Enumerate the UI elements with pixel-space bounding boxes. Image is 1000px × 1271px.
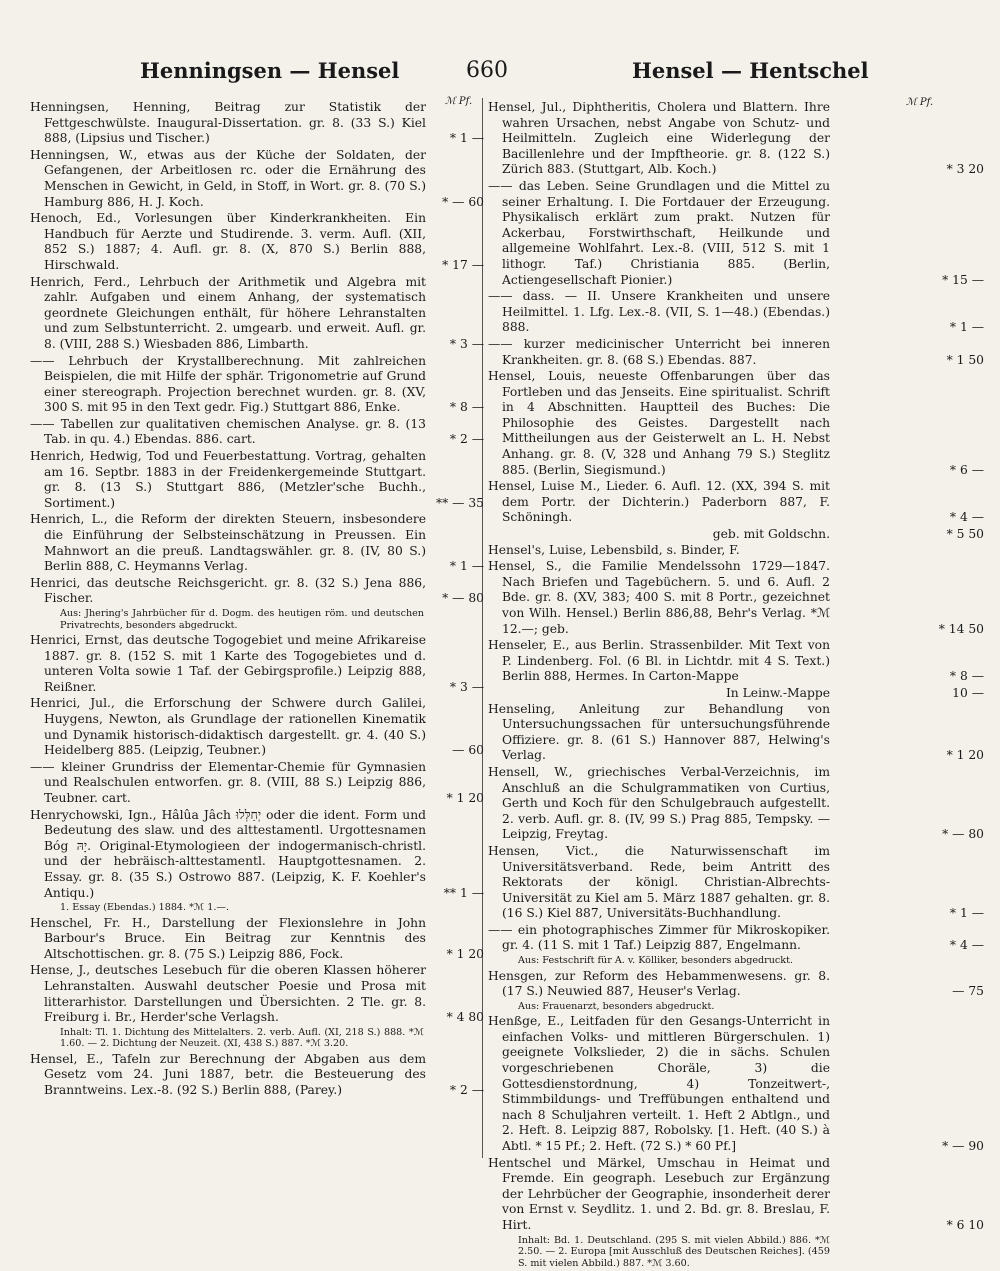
catalog-entry bbox=[30, 1052, 484, 1099]
catalog-entry bbox=[488, 922, 984, 954]
entry-price: * 1 20 bbox=[946, 748, 984, 763]
entry-text: —— kurzer medicinischer Unterricht bei inneren Krankheiten. gr. 8. (68 S.) Ebendas. 887. bbox=[488, 336, 830, 367]
entry-text: Hensel, E., Tafeln zur Berechnung der Abgaben aus dem Gesetz vom 24. Juni 1887, betr. die Besteuerung des Branntweins. Lex.-8. (92 S.) Berlin 888, (Parey.) bbox=[30, 1051, 426, 1097]
entry-extra-price: 10 — bbox=[952, 685, 984, 700]
entry-price: * 6 10 bbox=[946, 1217, 984, 1232]
entry-price: * 17 — bbox=[442, 257, 484, 272]
entry-extra-text: geb. mit Goldschn. bbox=[712, 527, 830, 542]
entry-text: Henrich, Hedwig, Tod und Feuerbestattung. Vortrag, gehalten am 16. Septbr. 1883 in der Freidenkergemeinde Stuttgart. gr. 8. (13 S.) Stuttgart 886, (Metzler'sche Buchh., Sortiment.) bbox=[30, 449, 426, 510]
catalog-entry bbox=[30, 512, 484, 574]
catalog-entry bbox=[488, 336, 984, 368]
catalog-entry bbox=[30, 916, 484, 963]
catalog-entry bbox=[30, 808, 484, 902]
entry-price: * 3 — bbox=[449, 679, 484, 694]
entry-price: * — 60 bbox=[442, 194, 484, 209]
entry-price: * 4 — bbox=[949, 510, 984, 525]
entry-price: * 14 50 bbox=[938, 621, 984, 636]
entry-text: Hensel's, Luise, Lebensbild, s. Binder, F. bbox=[488, 542, 740, 557]
entry-text: Hense, J., deutsches Lesebuch für die oberen Klassen höherer Lehranstalten. Auswahl deutscher Poesie und Prosa mit litterarhistor. Darstellungen und Übersichten. 2 Tle. gr. 8. Freiburg i. Br., Herder'sche Verlagsh. bbox=[30, 963, 426, 1025]
entry-price: * 3 20 bbox=[946, 162, 984, 177]
entry-price: * 8 — bbox=[449, 400, 484, 415]
entry-text: Henseler, E., aus Berlin. Strassenbilder. Mit Text von P. Lindenberg. Fol. (6 Bl. in Lichtdr. mit 4 S. Text.) Berlin 888, Hermes. In Carton-Mappe bbox=[488, 638, 830, 684]
entry-text: Hensell, W., griechisches Verbal-Verzeichnis, im Anschluß an die Schulgrammatiken von Curtius, Gerth und Koch für den Schulgebrauch aufgestellt. 2. verb. Aufl. gr. 8. (IV, 99 S.) Prag 885, Tempsky. — Leipzig, Freytag. bbox=[488, 764, 830, 842]
entry-text: Hensel, Jul., Diphtheritis, Cholera und Blattern. Ihre wahren Ursachen, nebst Angabe von Schutz- und Heilmitteln. Zugleich eine Widerlegung der Bacillenlehre und der Impftheorie. gr. 8. (122 S.) Zürich 883. (Stuttgart, Alb. Koch.) bbox=[488, 100, 830, 177]
catalog-entry bbox=[488, 100, 984, 178]
catalog-entry bbox=[488, 843, 984, 922]
entry-price: * 4 — bbox=[949, 938, 984, 953]
entry-text: Henrich, Ferd., Lehrbuch der Arithmetik und Algebra mit zahlr. Aufgaben und einem Anhang, der systematisch geordnete Gleichungen enthält, für höhere Lehranstalten und zum Selbstunterricht. 2. umgearb. und erweit. Aufl. gr. 8. (VIII, 288 S.) Wiesbaden 886, Limbarth. bbox=[30, 274, 426, 351]
entry-extra-text: In Leinw.-Mappe bbox=[725, 685, 830, 700]
entry-text: Hensel, Louis, neueste Offenbarungen über das Fortleben und das Jenseits. Eine spiritualist. Schrift in 4 Abschnitten. Hauptteil des Buches: Die Philosophie des Geistes. Dargestellt nach Mittheilungen aus der Geisterwelt an L. H. Nebst Anhang. gr. 8. (V, 328 und Anhang 79 S.) Steglitz 885. (Berlin, Siegismund.) bbox=[488, 369, 830, 477]
entry-price: * 1 50 bbox=[946, 352, 984, 367]
catalog-entry bbox=[30, 211, 484, 273]
left-column bbox=[30, 100, 484, 1100]
entry-extra-binding bbox=[488, 685, 984, 702]
entry-price: * 2 — bbox=[449, 1082, 484, 1097]
catalog-entry bbox=[30, 354, 484, 416]
catalog-entry bbox=[488, 701, 984, 764]
catalog-entry bbox=[488, 289, 984, 336]
entry-price: ** 1 — bbox=[443, 885, 484, 900]
entry-text: Hensel, Luise M., Lieder. 6. Aufl. 12. (XX, 394 S. mit dem Portr. der Dichterin.) Paderborn 887, F. Schöningh. bbox=[488, 479, 830, 525]
entry-text: Henrychowski, Ign., Hâlûa Jâch יְחַלְּלוּ oder die ident. Form und Bedeutung des slaw. und des alttestamentl. Urgottesnamen Bóg יָהּ. Original-Etymologieen der indogermanisch-christl. und der hebräisch-alttestamentl. Hauptgottesnamen. 2. Essay. gr. 8. (35 S.) Ostrowo 887. (Leipzig, K. F. Koehler's Antiqu.) bbox=[30, 807, 426, 900]
entry-note: Aus: Jhering's Jahrbücher für d. Dogm. des heutigen röm. und deutschen Privatrechts, besonders abgedruckt. bbox=[60, 608, 424, 631]
entry-extra-price: * 5 50 bbox=[946, 527, 984, 542]
entry-text: —— kleiner Grundriss der Elementar-Chemie für Gymnasien und Realschulen entworfen. gr. 8. (VIII, 88 S.) Leipzig 886, Teubner. cart. bbox=[30, 759, 426, 805]
running-head-right: Hensel — Hentschel bbox=[632, 58, 869, 83]
catalog-entry bbox=[488, 1014, 984, 1154]
right-column bbox=[488, 100, 984, 1271]
entry-text: —— Tabellen zur qualitativen chemischen Analyse. gr. 8. (13 Tab. in qu. 4.) Ebendas. 886. cart. bbox=[30, 416, 426, 447]
entry-text: Henschel, Fr. H., Darstellung der Flexionslehre in John Barbour's Bruce. Ein Beitrag zur Kenntnis des Altschottischen. gr. 8. (75 S.) Leipzig 886, Fock. bbox=[30, 915, 426, 961]
entry-price: * 2 — bbox=[449, 432, 484, 447]
catalog-entry bbox=[488, 543, 910, 559]
catalog-entry bbox=[30, 100, 484, 147]
entry-price: * 1 — bbox=[449, 559, 484, 574]
entry-text: Hentschel und Märkel, Umschau in Heimat und Fremde. Ein geograph. Lesebuch zur Ergänzung der Lehrbücher der Geographie, insonderheit derer von Ernst v. Seydlitz. 1. und 2. Bd. gr. 8. Breslau, F. Hirt. bbox=[488, 1155, 830, 1232]
entry-text: Henrici, Jul., die Erforschung der Schwere durch Galilei, Huygens, Newton, als Grundlage der rationellen Kinematik und Dynamik historisch-didaktisch dargestellt. gr. 4. (40 S.) Heidelberg 885. (Leipzig, Teubner.) bbox=[30, 696, 426, 758]
catalog-entry bbox=[488, 638, 984, 685]
catalog-entry bbox=[30, 148, 484, 210]
entry-text: Henrich, L., die Reform der direkten Steuern, insbesondere die Einführung der Selbsteinschätzung in Preussen. Ein Mahnwort an die preuß. Landtagswähler. gr. 8. (IV, 80 S.) Berlin 888, C. Heymanns Verlag. bbox=[30, 512, 426, 574]
entry-price: * 6 — bbox=[949, 462, 984, 477]
entry-price: * — 90 bbox=[942, 1139, 984, 1153]
entry-price: * 8 — bbox=[949, 669, 984, 684]
catalog-entry bbox=[488, 1155, 984, 1234]
currency-header-right: ℳ Pf. bbox=[906, 97, 934, 108]
entry-price: * — 80 bbox=[442, 591, 484, 606]
catalog-entry bbox=[30, 633, 484, 695]
entry-text: —— dass. — II. Unsere Krankheiten und unsere Heilmittel. 1. Lfg. Lex.-8. (VII, S. 1—48.) (Ebendas.) 888. bbox=[488, 289, 830, 335]
catalog-entry bbox=[30, 963, 484, 1025]
entry-price: * 1 20 bbox=[446, 790, 484, 805]
entry-price: * 15 — bbox=[942, 272, 984, 287]
page-header bbox=[0, 58, 1000, 92]
catalog-entry bbox=[30, 696, 484, 758]
entry-price: * 1 — bbox=[449, 131, 484, 146]
entry-text: —— Lehrbuch der Krystallberechnung. Mit zahlreichen Beispielen, die mit Hilfe der sphär. Trigonometrie auf Grund einer stereograph. Projection berechnet wurden. gr. 8. (XV, 300 S. mit 95 in den Text gedr. Fig.) Stuttgart 886, Enke. bbox=[30, 353, 426, 415]
catalog-entry bbox=[488, 369, 984, 478]
entry-price: ** — 35 bbox=[435, 495, 484, 510]
entry-note: Inhalt: Bd. 1. Deutschland. (295 S. mit vielen Abbild.) 886. *ℳ 2.50. — 2. Europa [mit Ausschluß des Deutschen Reiches]. (459 S. mit vielen Abbild.) 887. *ℳ 3.60. bbox=[518, 1234, 830, 1269]
entry-note: Aus: Frauenarzt, besonders abgedruckt. bbox=[518, 1000, 715, 1012]
catalog-entry bbox=[488, 479, 984, 526]
entry-price: — 75 bbox=[952, 984, 984, 999]
entry-text: Hensen, Vict., die Naturwissenschaft im Universitätsverband. Rede, beim Antritt des Rektorats der königl. Christian-Albrechts-Universität zu Kiel am 5. März 1887 gehalten. gr. 8. (16 S.) Kiel 887, Universitäts-Buchhandlung. bbox=[488, 843, 830, 921]
entry-price: * 1 — bbox=[949, 320, 984, 335]
catalog-entry bbox=[488, 559, 984, 637]
entry-extra-binding bbox=[488, 527, 984, 543]
catalog-entry bbox=[30, 449, 484, 511]
entry-price: — 60 bbox=[452, 743, 484, 758]
entry-text: Henningsen, Henning, Beitrag zur Statistik der Fettgeschwülste. Inaugural-Dissertation. gr. 8. (33 S.) Kiel 888, (Lipsius und Tischer.) bbox=[30, 100, 426, 146]
entry-text: Henoch, Ed., Vorlesungen über Kinderkrankheiten. Ein Handbuch für Aerzte und Studirende. 3. verm. Aufl. (XII, 852 S.) 1887; 4. Aufl. gr. 8. (X, 870 S.) Berlin 888, Hirschwald. bbox=[30, 211, 426, 272]
entry-text: Henrici, das deutsche Reichsgericht. gr. 8. (32 S.) Jena 886, Fischer. bbox=[30, 575, 426, 606]
entry-text: Henrici, Ernst, das deutsche Togogebiet und meine Afrikareise 1887. gr. 8. (152 S. mit 1 Karte des Togogebietes und d. unteren Volta sowie 1 Taf. der Gebirgsprofile.) Leipzig 888, Reißner. bbox=[30, 633, 426, 694]
catalog-entry bbox=[30, 576, 484, 607]
catalog-entry bbox=[30, 760, 484, 807]
entry-text: Hensgen, zur Reform des Hebammenwesens. gr. 8. (17 S.) Neuwied 887, Heuser's Verlag. bbox=[488, 968, 830, 999]
catalog-entry bbox=[488, 764, 984, 843]
entry-text: Hensel, S., die Familie Mendelssohn 1729—1847. Nach Briefen und Tagebüchern. 5. und 6. Aufl. 2 Bde. gr. 8. (XV, 383; 400 S. mit 8 Portr., gezeichnet von Wilh. Hensel.) Berlin 886,88, Behr's Verlag. *ℳ 12.—; geb. bbox=[488, 559, 830, 636]
entry-text: Henseling, Anleitung zur Behandlung von Untersuchungssachen für untersuchungsführende Offiziere. gr. 8. (61 S.) Hannover 887, Helwing's Verlag. bbox=[488, 701, 830, 763]
catalog-entry bbox=[488, 968, 984, 1000]
entry-text: —— ein photographisches Zimmer für Mikroskopiker. gr. 4. (11 S. mit 1 Taf.) Leipzig 887, Engelmann. bbox=[488, 922, 830, 953]
catalog-entry bbox=[488, 178, 984, 288]
catalog-entry bbox=[30, 417, 484, 448]
entry-price: * 1 20 bbox=[446, 946, 484, 961]
entry-text: —— das Leben. Seine Grundlagen und die Mittel zu seiner Erhaltung. I. Die Fortdauer der Erzeugung. Physikalisch erklärt zum prakt. Nutzen für Ackerbau, Forstwirthschaft, Heilkunde und allgemeine Wohlfahrt. Lex.-8. (VIII, 512 S. mit 1 lithogr. Taf.) Christiania 885. (Berlin, Actiengesellschaft Pionier.) bbox=[488, 178, 830, 287]
entry-text: Henningsen, W., etwas aus der Küche der Soldaten, der Gefangenen, der Arbeitlosen rc. oder die Ernährung des Menschen in Gewicht, in Geld, in Stoff, in Wort. gr. 8. (70 S.) Hamburg 886, H. J. Koch. bbox=[30, 147, 426, 209]
running-head-left: Henningsen — Hensel bbox=[140, 58, 400, 83]
entry-note: 1. Essay (Ebendas.) 1884. *ℳ 1.—. bbox=[60, 902, 230, 914]
entry-price: * 3 — bbox=[449, 336, 484, 351]
entry-price: * 1 — bbox=[949, 906, 984, 921]
entry-note: Inhalt: Tl. 1. Dichtung des Mittelalters. 2. verb. Aufl. (XI, 218 S.) 888. *ℳ 1.60. — 2. Dichtung der Neuzeit. (XI, 438 S.) 887. *ℳ 3.20. bbox=[60, 1026, 424, 1050]
currency-header-left: ℳ Pf. bbox=[445, 96, 473, 107]
page-number: 660 bbox=[466, 58, 508, 83]
entry-price: * 4 80 bbox=[446, 1010, 484, 1025]
entry-price: * — 80 bbox=[942, 827, 984, 842]
entry-note: Aus: Festschrift für A. v. Kölliker, besonders abgedruckt. bbox=[518, 955, 794, 967]
catalog-entry bbox=[30, 275, 484, 353]
entry-text: Henßge, E., Leitfaden für den Gesangs-Unterricht in einfachen Volks- und mittleren Bürgerschulen. 1) geeignete Volkslieder, 2) die in sächs. Schulen vorgeschriebenen Choräle, 3) die Gottesdienstordnung, 4) Tonzeitwert-, Stimmbildungs- und Treffübungen enthaltend und nach 8 Schuljahren verteilt. 1. Heft 2 Abtlgn., und 2. Heft. 8. Leipzig 887, Robolsky. [1. Heft. (40 S.) à Abtl. * 15 Pf.; 2. Heft. (72 S.) * 60 Pf.] bbox=[488, 1014, 830, 1153]
